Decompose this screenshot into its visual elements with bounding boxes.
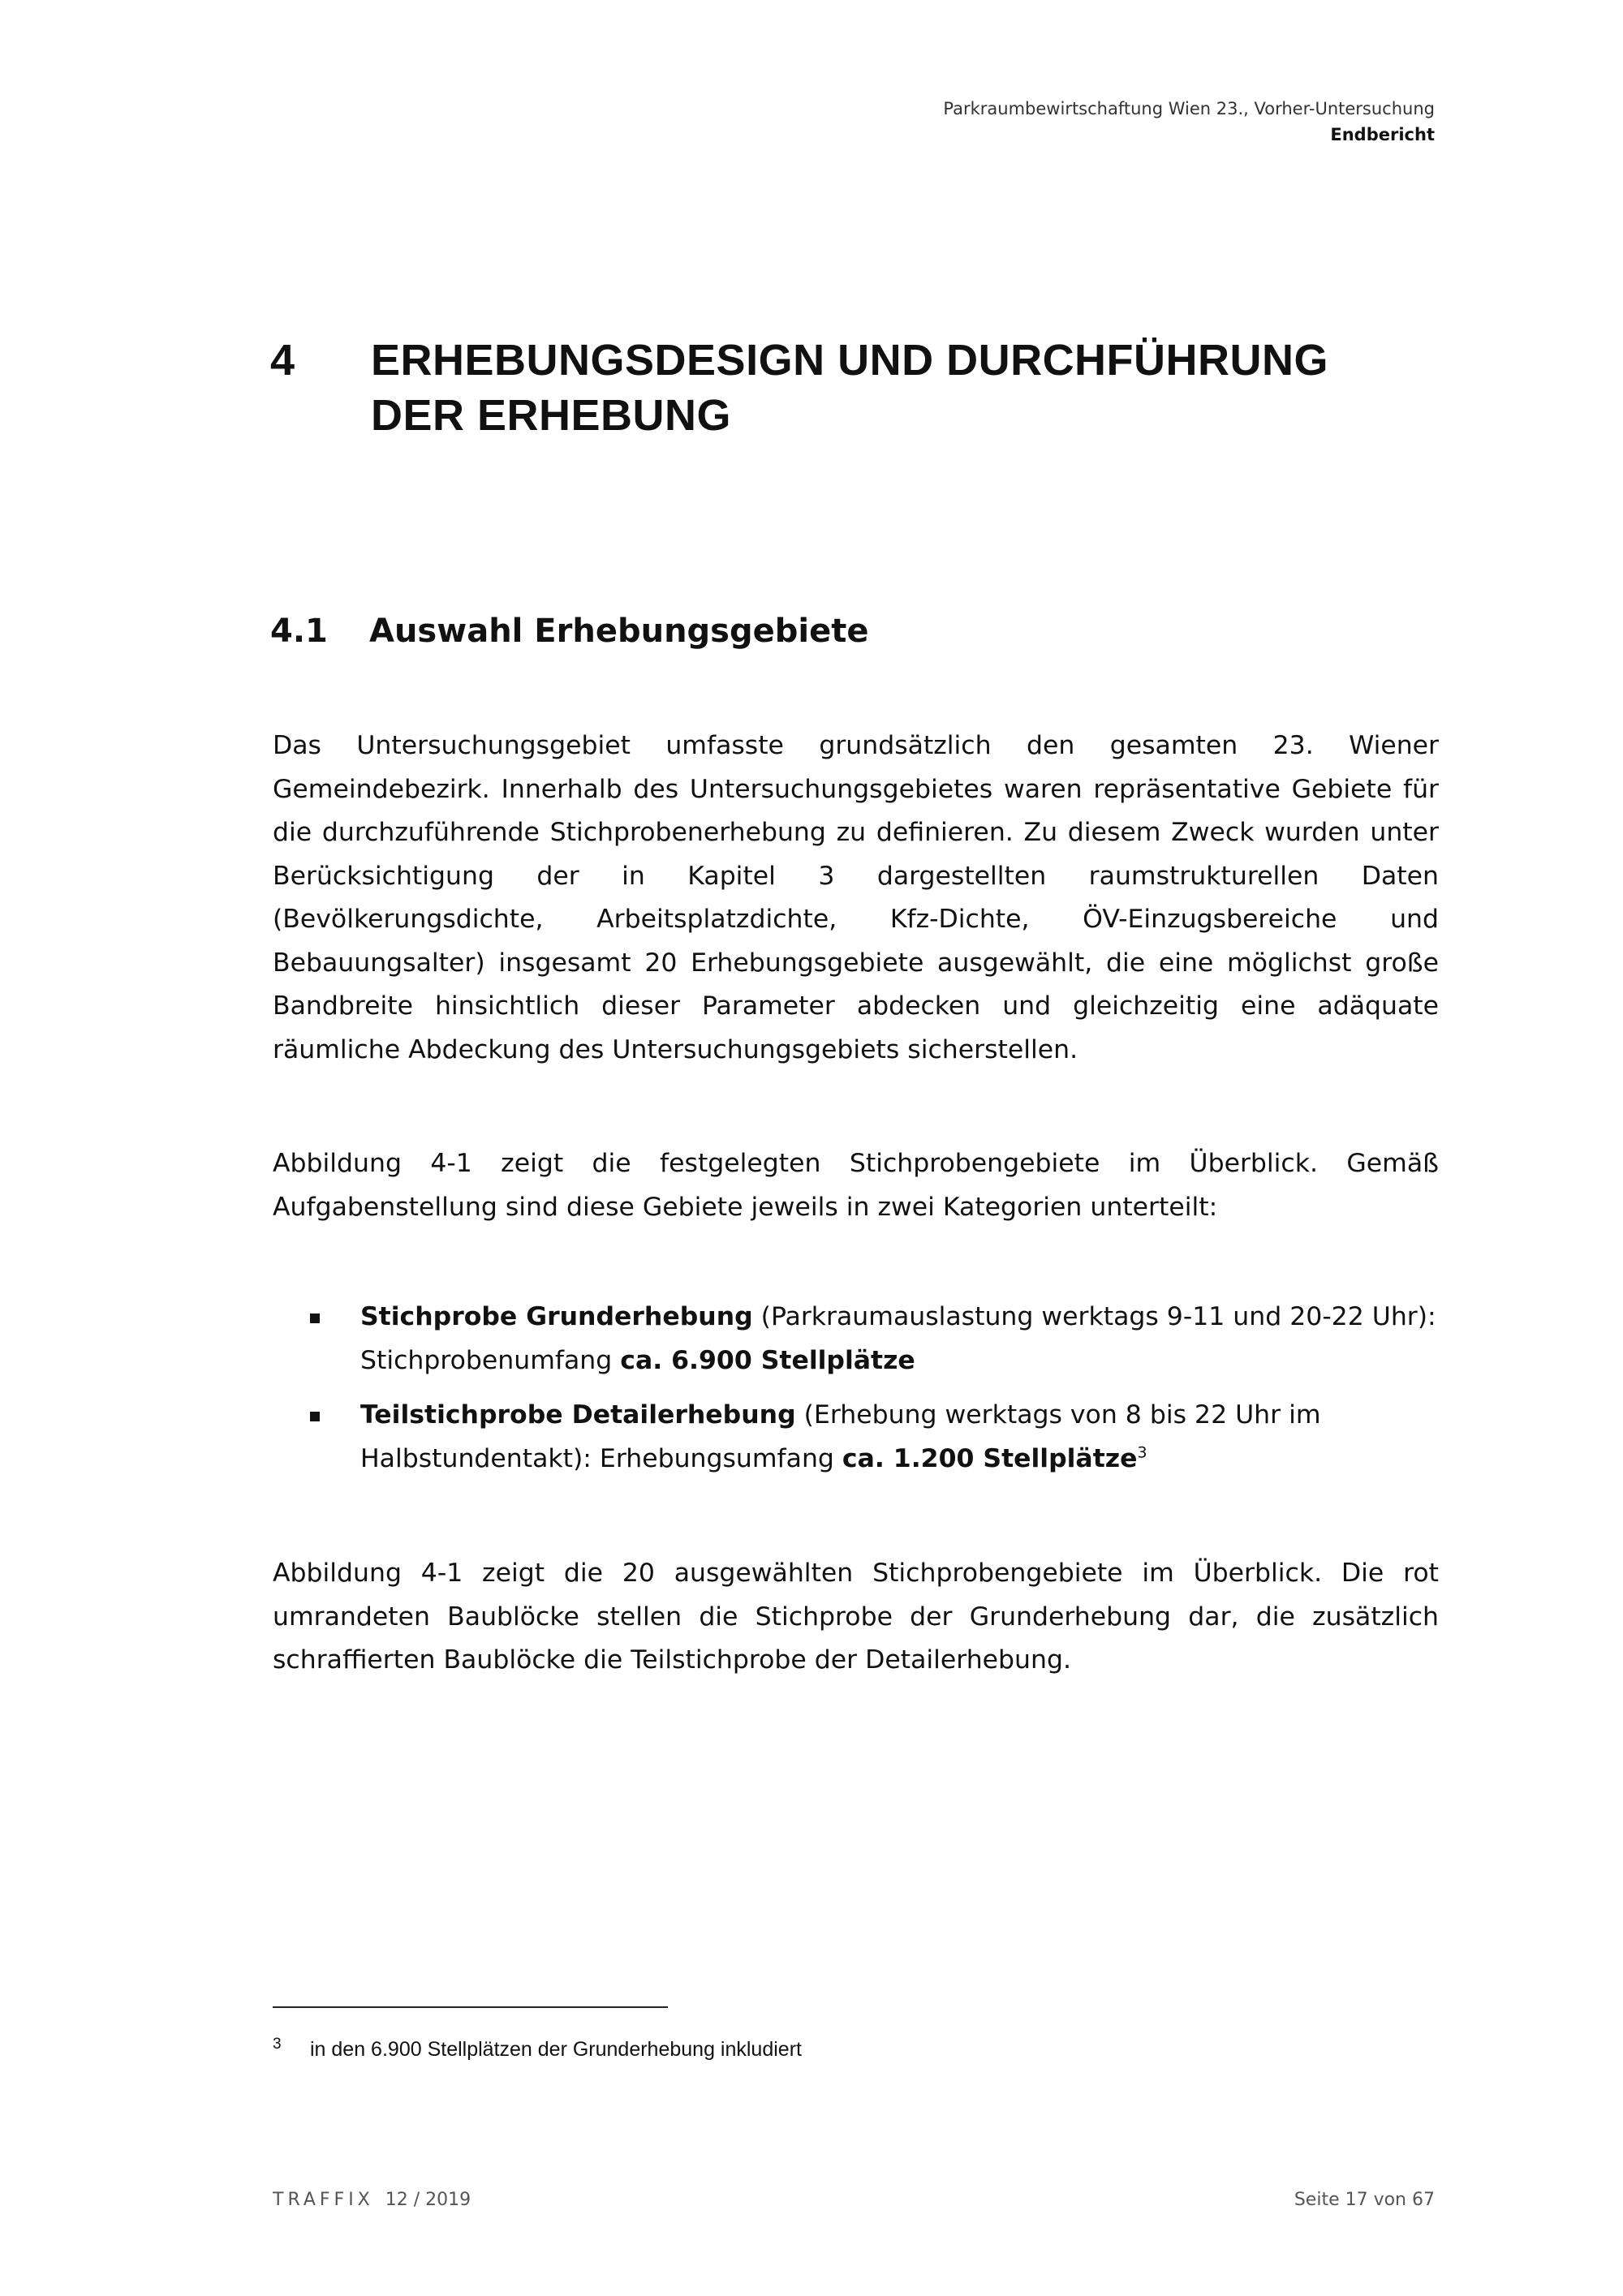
list-item-term: Stichprobe Grunderhebung xyxy=(360,1302,753,1331)
paragraph-survey-area: Das Untersuchungsgebiet umfasste grundsätzlich den gesamten 23. Wiener Gemeindebezirk. Innerhalb des Untersuchungsgebietes waren repräsentative Gebiete für die durchzuführende Stichprobenerhebung zu definieren. Zu diesem Zweck wurden unter Berücksichtigung der in Kapitel 3 dargestellten raumstrukturellen Daten (Bevölkerungsdichte, Arbeitsplatzdichte, Kfz-Dichte, ÖV-Einzugsbereiche und Bebauungsalter) insgesamt 20 Erhebungsgebiete ausgewählt, die eine möglichst große Bandbreite hinsichtlich dieser Parameter abdecken und gleichzeitig eine adäquate räumliche Abdeckung des Untersuchungsgebiets sicherstellen. xyxy=(273,731,1439,1064)
list-item xyxy=(305,1296,1439,1382)
list-item-term: Teilstichprobe Detailerhebung xyxy=(360,1400,796,1430)
footnote-mark: 3 xyxy=(273,2036,282,2053)
section-title: Auswahl Erhebungsgebiete xyxy=(369,613,869,650)
category-list xyxy=(305,1296,1439,1492)
paragraph-figure-overview: Abbildung 4-1 zeigt die festgelegten Stichprobengebiete im Überblick. Gemäß Aufgabenstellung sind diese Gebiete jeweils in zwei Kategorien unterteilt: xyxy=(273,1149,1439,1222)
footnote-reference[interactable]: 3 xyxy=(1137,1443,1147,1461)
page-header xyxy=(943,96,1435,148)
chapter-number: 4 xyxy=(270,336,295,385)
list-item-text: (Erhebung werktags von 8 bis 22 Uhr im Halbstundentakt): Erhebungsumfang xyxy=(360,1400,1321,1473)
header-subtitle: Endbericht xyxy=(1330,125,1435,144)
section-heading xyxy=(270,607,868,656)
footer-date: 12 / 2019 xyxy=(385,2190,471,2210)
square-bullet-icon xyxy=(310,1314,320,1323)
footnote-text: in den 6.900 Stellplätzen der Grunderhebung inkludiert xyxy=(310,2038,802,2061)
footer-company-name: TRAFFIX xyxy=(273,2190,374,2210)
chapter-heading xyxy=(270,333,1447,443)
list-item-emphasis: ca. 1.200 Stellplätze xyxy=(842,1443,1138,1473)
footer-page-number: Seite 17 von 67 xyxy=(1294,2190,1435,2210)
footnote xyxy=(273,2035,802,2064)
chapter-title: ERHEBUNGSDESIGN UND DURCHFÜHRUNG DER ERHEBUNG xyxy=(371,336,1329,440)
paragraph-figure-description: Abbildung 4-1 zeigt die 20 ausgewählten Stichprobengebiete im Überblick. Die rot umrandeten Baublöcke stellen die Stichprobe der Grunderhebung dar, die zusätzlich schraffierten Baublöcke die Teilstichprobe der Detailerhebung. xyxy=(273,1559,1439,1675)
header-title: Parkraumbewirtschaftung Wien 23., Vorher-Untersuchung xyxy=(943,99,1435,118)
section-number: 4.1 xyxy=(270,613,328,650)
list-item-emphasis: ca. 6.900 Stellplätze xyxy=(620,1345,915,1375)
footer-company xyxy=(273,2187,471,2213)
square-bullet-icon xyxy=(310,1412,320,1421)
footnote-divider xyxy=(273,2006,668,2008)
list-item xyxy=(305,1394,1439,1481)
list-item-text: (Parkraumauslastung werktags 9-11 und 20-22 Uhr): Stichprobenumfang xyxy=(360,1302,1436,1375)
